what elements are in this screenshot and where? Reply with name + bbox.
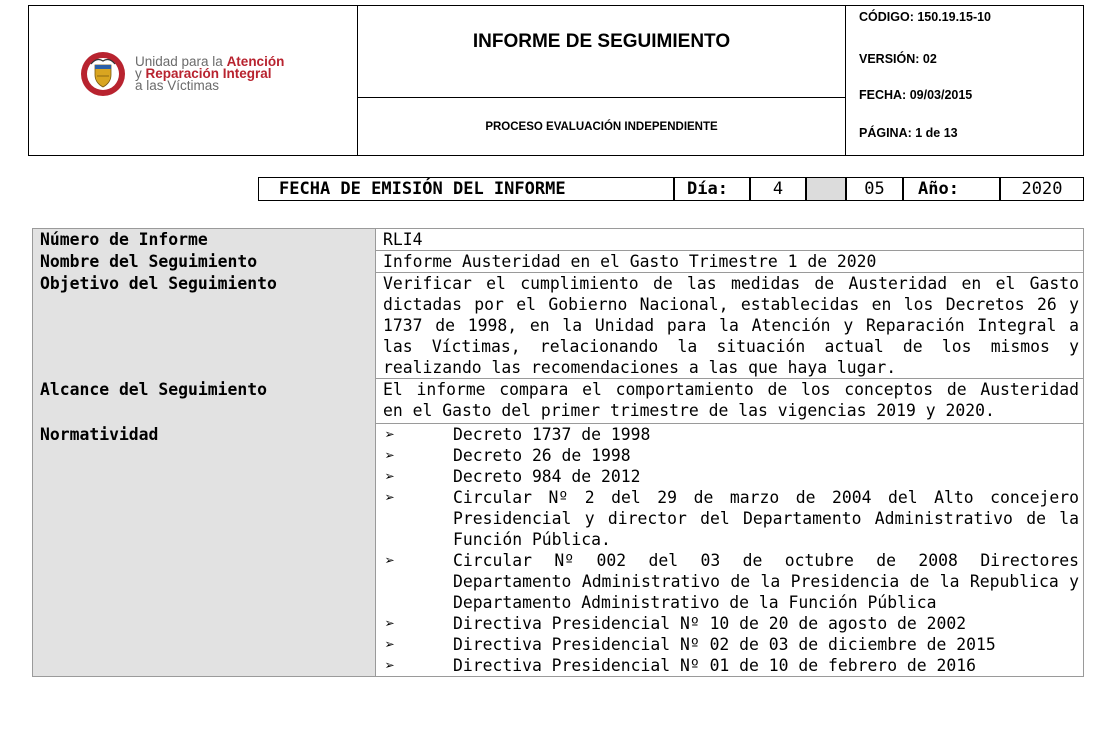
bullet-arrow-icon: ➢	[385, 635, 395, 654]
day-value: 4	[750, 177, 806, 201]
numero-value: RLI4	[376, 229, 1084, 251]
nombre-value: Informe Austeridad en el Gasto Trimestre 1 de 2020	[376, 251, 1084, 273]
bullet-arrow-icon: ➢	[385, 614, 395, 633]
normatividad-item-text: Decreto 1737 de 1998	[453, 425, 651, 444]
emission-date-label: FECHA DE EMISIÓN DEL INFORME	[258, 177, 674, 201]
document-header	[28, 5, 1084, 156]
objetivo-label: Objetivo del Seguimiento	[33, 273, 376, 379]
logo-text-line2-bold: Reparación Integral	[145, 66, 272, 81]
objetivo-line: dictadas por el Gobierno Nacional, establecidas en los Decretos 26 y	[383, 295, 1079, 314]
objetivo-line: 1737 de 1998, en la Unidad para la Atención y Reparación Integral a	[383, 316, 1079, 335]
nombre-label: Nombre del Seguimiento	[33, 251, 376, 273]
logo-text-line1-bold: Atención	[226, 54, 285, 69]
objetivo-line: Verificar el cumplimiento de las medidas de Austeridad en el Gasto	[383, 274, 1079, 293]
bullet-arrow-icon: ➢	[385, 656, 395, 675]
bullet-arrow-icon: ➢	[385, 425, 395, 444]
process-area	[358, 98, 845, 156]
table-row	[33, 273, 1084, 379]
list-item	[385, 424, 1079, 445]
bullet-arrow-icon: ➢	[385, 488, 395, 507]
logo-wordmark	[135, 56, 284, 92]
logo-text-line1: Unidad para la	[135, 54, 227, 69]
version-text: VERSIÓN: 02	[859, 52, 937, 66]
process-name: PROCESO EVALUACIÓN INDEPENDIENTE	[485, 121, 718, 133]
alcance-label: Alcance del Seguimiento	[33, 379, 376, 424]
table-row	[33, 379, 1084, 424]
title-cell	[358, 6, 846, 155]
title-area	[358, 6, 845, 98]
pagina-text: PÁGINA: 1 de 13	[859, 126, 958, 140]
month-value: 05	[846, 177, 903, 201]
logo-cell	[29, 6, 358, 155]
year-label: Año:	[903, 177, 1000, 201]
alcance-value	[376, 379, 1084, 424]
alcance-line: en el Gasto del primer trimestre de las vigencias 2019 y 2020.	[383, 401, 995, 420]
logo-text-line2-prefix: y	[135, 66, 146, 81]
normatividad-item-text: Directiva Presidencial Nº 02 de 03 de diciembre de 2015	[453, 635, 996, 654]
bullet-arrow-icon: ➢	[385, 467, 395, 486]
report-info-table	[32, 228, 1084, 677]
alcance-line: El informe compara el comportamiento de los conceptos de Austeridad	[383, 380, 1079, 399]
objetivo-line: realizando las recomendaciones a las que haya lugar.	[383, 358, 897, 377]
objetivo-value	[376, 273, 1084, 379]
list-item	[385, 466, 1079, 487]
numero-label: Número de Informe	[33, 229, 376, 251]
table-row	[33, 229, 1084, 251]
bullet-arrow-icon: ➢	[385, 551, 395, 570]
list-item	[385, 550, 1079, 613]
document-metadata	[847, 6, 1084, 155]
list-item	[385, 634, 1079, 655]
list-item	[385, 487, 1079, 550]
month-label-blank	[806, 177, 846, 201]
normatividad-item-text: Decreto 984 de 2012	[453, 467, 641, 486]
year-value: 2020	[1000, 177, 1084, 201]
objetivo-line: las Víctimas, relacionando la situación actual de los mismos y	[383, 337, 1079, 356]
normatividad-label: Normatividad	[33, 424, 376, 677]
normatividad-item-text: Circular Nº 002 del 03 de octubre de 2008 Directores Departamento Administrativo de la Presidencia de la Republica y Departamento Administrativo de la Función Pública	[453, 551, 1079, 612]
table-row	[33, 251, 1084, 273]
normatividad-item-text: Decreto 26 de 1998	[453, 446, 631, 465]
normatividad-list	[376, 424, 1084, 677]
bullet-arrow-icon: ➢	[385, 446, 395, 465]
normatividad-item-text: Circular Nº 2 del 29 de marzo de 2004 del Alto concejero Presidencial y director del Departamento Administrativo de la Función Pública.	[453, 488, 1079, 549]
day-label: Día:	[674, 177, 750, 201]
coat-of-arms-logo-icon	[80, 51, 126, 97]
list-item	[385, 445, 1079, 466]
logo-text-line3: a las Víctimas	[135, 78, 220, 93]
codigo-text: CÓDIGO: 150.19.15-10	[859, 10, 992, 24]
document-title: INFORME DE SEGUIMIENTO	[472, 30, 731, 52]
fecha-text: FECHA: 09/03/2015	[859, 88, 973, 102]
table-row	[33, 424, 1084, 677]
normatividad-item-text: Directiva Presidencial Nº 10 de 20 de agosto de 2002	[453, 614, 967, 633]
list-item	[385, 655, 1079, 676]
normatividad-item-text: Directiva Presidencial Nº 01 de 10 de febrero de 2016	[453, 656, 977, 675]
list-item	[385, 613, 1079, 634]
